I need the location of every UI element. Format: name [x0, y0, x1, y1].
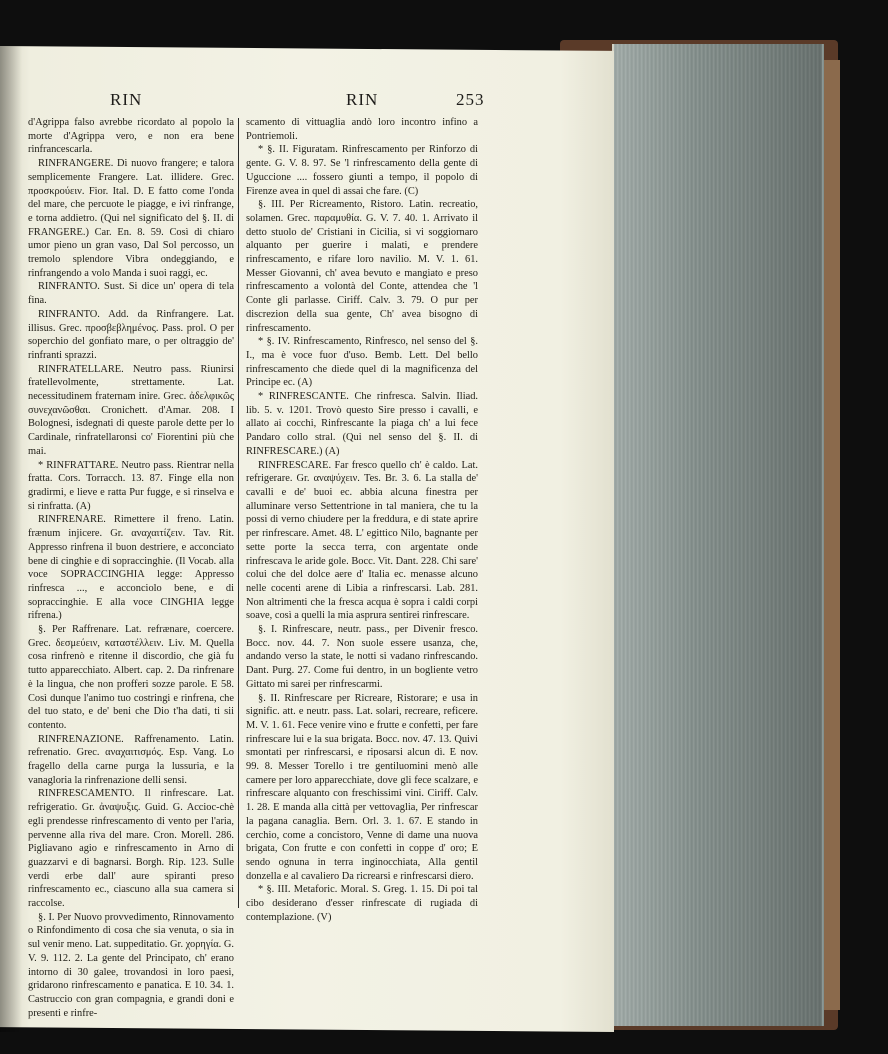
left-column: [28, 116, 234, 1020]
entry-paragraph: RINFRANTO. Add. da Rinfrangere. Lat. illisus. Grec. προσβεβλημένος. Pass. prol. O per soperchio del gonfiato mare, o per oltraggio de' rinfranti sprazzi.: [28, 308, 234, 361]
entry-paragraph: RINFRESCAMENTO. Il rinfrescare. Lat. refrigeratio. Gr. ἀναψυξις. Guid. G. Accioc-chè egli prendesse rinfrescamento di vento per l'aria, pervenne alla riva del mare. Cron. Morell. 286. Pigliavano agio e rinfrescamento in Arno di guazzarvi e di bagnarsi. Borgh. Rip. 123. Sulle verdi erbe dall' aure spiranti preso rinfrescamento ec., ciascuno alla sua camera si raccolse.: [28, 788, 234, 910]
entry-paragraph: §. I. Rinfrescare, neutr. pass., per Divenir fresco. Bocc. nov. 44. 7. Non suole essere usanza, che, andando verso la state, le notti si vadano rinfrescando. Dant. Purg. 27. Come fui dentro, in un bogliente vetro Gittato mi sarei per rinfrescarmi.: [246, 624, 478, 690]
page-block-shade: [612, 44, 822, 1026]
entry-paragraph: RINFRATELLARE. Neutro pass. Riunirsi fratellevolmente, strettamente. Lat. necessitudinem fraternam inire. Grec. ἀδελφικῶς συνεχανῶσθαι. Cronichett. d'Amar. 208. I Bolognesi, isdegnati di queste parole dette per lo Cardinale, rinfratellaronsi co' Fiorentini più che mai.: [28, 363, 234, 457]
right-column: [246, 116, 478, 924]
entry-paragraph: §. I. Per Nuovo provvedimento, Rinnovamento o Rinfondimento di cosa che sia venuta, o sia in sul venir meno. Lat. suppeditatio. Gr. χορηγία. G. V. 9. 112. 2. La gente del Principato, ch' erano intorno di 30 galee, trovandosi in loro paesi, gridarono rinfrescamento e panatica. E 10. 34. 1. Castruccio con gran compagnia, e grandi doni e presenti e rinfre-: [28, 911, 234, 1019]
entry-paragraph: * §. II. Figuratam. Rinfrescamento per Rinforzo di gente. G. V. 8. 97. Se 'l rinfrescamento della gente di Uguccione .... fossero giunti a tempo, il popolo di Firenze avea in quel dì assai che fare. (C): [246, 144, 478, 197]
entry-paragraph: §. II. Rinfrescare per Ricreare, Ristorare; e usa in signific. att. e neutr. pass. Lat. solari, recreare, reficere. M. V. 1. 61. Fece venire vino e frutte e confetti, per fare rinfrescare lui e la sua brigata. Bocc. nov. 47. 13. Quivi smontati per rinfrescarsi, e riposarsi alcun dì. E nov. 99. 8. Messer Torello i tre gentiluomini menò alle camere per loro apparecchiate, dove gli fece scalzare, e rinfrescare alquanto con freschissimi vini. Ciriff. Calv. 1. 28. E manda alla città per vettovaglia, Per rinfrescar la pagana canaglia. Bern. Orl. 3. 1. 67. E stando in cerchio, come a concistoro, Venne di dame una nuova brigata, Con frutte e con confetti in coppe d' oro; E sendo ognuna in terra inginocchiata, Alla gentil donzella e al cavaliero Da ricrearsi e rinfrescarsi diero.: [246, 692, 478, 882]
column-divider: [238, 118, 239, 908]
entry-paragraph: scamento di vittuaglia andò loro incontro infino a Pontriemoli.: [246, 117, 478, 142]
entry-paragraph: d'Agrippa falso avrebbe ricordato al popolo la morte d'Agrippa vero, e non era bene rinfrancescarla.: [28, 117, 234, 156]
entry-paragraph: * RINFRESCANTE. Che rinfresca. Salvin. Iliad. lib. 5. v. 1201. Trovò questo Sire presso i cavalli, e allato ai cocchi, Rinfrescante la piaga ch' a lui fece Pandaro collo stral. (Qui nel senso del §. II. di RINFRESCARE.) (A): [246, 391, 478, 457]
entry-paragraph: RINFRESCARE. Far fresco quello ch' è caldo. Lat. refrigerare. Gr. αναψύχειν. Tes. Br. 3. 6. La stalla de' cavalli e de' buoi ec. abbia alcuna finestra per alluminare verso Settentrione in tal maniera, che tu la possi di verno chiudere per la freddura, e di state aprire per rinfrescare. Amet. 48. L' egittico Nilo, bagnante per sette porte la secca terra, con argentate onde rinfrescava le aride gole. Bocc. Vit. Dant. 228. Chi sare' colui che del dolce aere d' Italia ec. menasse alcuno nelle cocenti arene di Libia a rinfrescarsi. Lab. 281. Non altrimenti che la fresca acqua è sopra i caldi corpi soave, così a quelli la mia asprura sentirei rinfrescare.: [246, 459, 478, 622]
entry-paragraph: * RINFRATTARE. Neutro pass. Rientrar nella fratta. Cors. Torracch. 13. 87. Finge ella non gradirmi, e lieve e ratta Pur fugge, e si rinselva e si rinfratta. (A): [28, 459, 234, 512]
entry-paragraph: RINFRANTO. Sust. Si dice un' opera di tela fina.: [28, 281, 234, 307]
entry-paragraph: * §. IV. Rinfrescamento, Rinfresco, nel senso del §. I., ma è voce fuor d'uso. Bemb. Lett. Del bello rinfrescamento che diede quel di la magnificenza del Principe ec. (A): [246, 336, 478, 389]
entry-paragraph: RINFRENARE. Rimettere il freno. Latin. frænum injicere. Gr. αναχαιτίζειν. Tav. Rit. Appresso rinfrena il buon destriere, e acconciato bene di cinghie e di sopraccinghie. (Il Vocab. alla voce SOPRACCINGHIA legge: Appresso rinfresca ..., e acconciolo bene, e di sopraccinghie. E alla voce CINGHIA legge rifrena.): [28, 514, 234, 622]
gutter-shadow: [0, 46, 22, 1032]
entry-paragraph: RINFRANGERE. Di nuovo frangere; e talora semplicemente Frangere. Lat. illidere. Grec. προσκρούειν. Fior. Ital. D. E fatto come l'onda del mare, che percuote le piagge, e ivi rinfrange, e torna addietro. (Qui nel significato del §. II. di FRANGERE.) Car. En. 8. 59. Così di chiaro umor pieno un gran vaso, Dal Sol percosso, un tremolo splendore Vibra ondeggiando, e rinfrangendo a volo Manda i suoi raggi, ec.: [28, 158, 234, 279]
running-head-left: RIN: [110, 90, 143, 109]
running-head-middle: RIN: [346, 90, 379, 109]
entry-paragraph: RINFRENAZIONE. Raffrenamento. Latin. refrenatio. Grec. αναχαιτισμός. Esp. Vang. Lo fragello della carne purga la lussuria, e la vanagloria la rinfrenazione delli sensi.: [28, 733, 234, 786]
entry-paragraph: §. III. Per Ricreamento, Ristoro. Latin. recreatio, solamen. Grec. παραμυθία. G. V. 7. 40. 1. Arrivato il detto stuolo de' Cristiani in Cicilia, si vi soggiornaro alquanto per guerire i malati, e prendere rinfrescamento, e rifare loro navilio. M. V. 1. 61. Messer Giovanni, ch' avea bevuto e mangiato e preso rinfrescamento a volontà del Conte, attendea che 'l Conte gli parlasse. Ciriff. Calv. 3. 79. O pur per discrezion della sua gente, Ch' avea bisogno di rinfrescamento.: [246, 199, 478, 334]
page-number: 253: [456, 90, 485, 109]
entry-paragraph: §. Per Raffrenare. Lat. refrænare, coercere. Grec. δεσμεύειν, καταστέλλειν. Liv. M. Quella cosa rinfrenò e ritenne il discordio, che già fu tutto apparecchiato. Albert. cap. 2. Da rinfrenare è la lingua, che non profferi sozze parole. E 58. Così dunque l'animo tuo costringi e rinfrena, che del tuo stato, e de' beni che Dio t'ha dati, ti sii contento.: [28, 624, 234, 731]
entry-paragraph: * §. III. Metaforic. Moral. S. Greg. 1. 15. Di poi tal cibo desiderano d'esser rinfrescate di rugiada di contemplazione. (V): [246, 884, 478, 923]
